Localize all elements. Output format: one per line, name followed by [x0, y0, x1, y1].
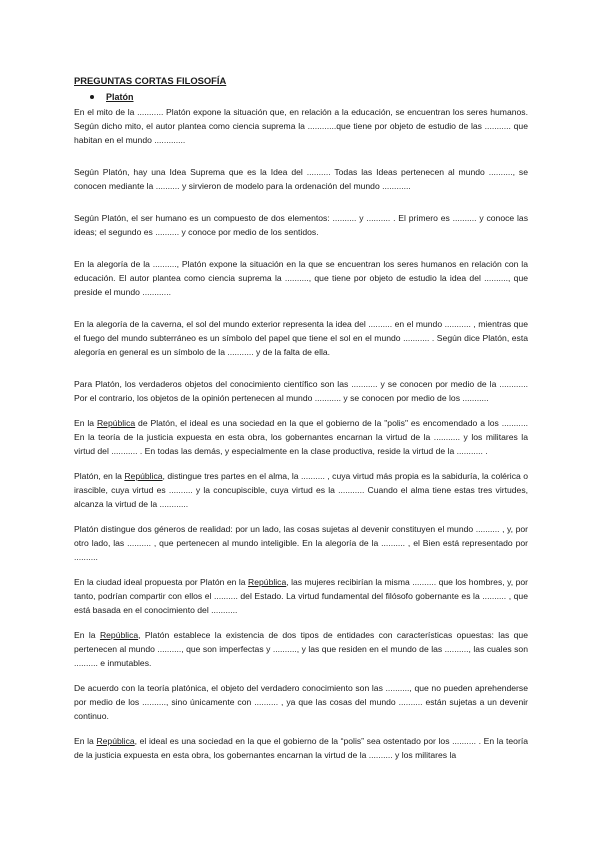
republica-title: República — [124, 471, 163, 481]
question-7 — [74, 416, 528, 458]
question-7-pre: En la — [74, 418, 97, 428]
question-7-post: de Platón, el ideal es una sociedad en la que el gobierno de la "polis" es encomendado a los ........... En la teoría de la justicia expuesta en esta obra, los gobernantes encarnan la virtud de la ........... y los militares la virtud del ........... . En todas las demás, y especialmente en la clase productiva, reside la virtud de la ........... . — [74, 418, 528, 456]
question-11-pre: En la — [74, 630, 100, 640]
question-5: En la alegoría de la caverna, el sol del mundo exterior representa la idea del .......... en el mundo ........... , mientras que el fuego del mundo subterráneo es un símbolo del papel que tiene el sol en el mundo ........... . Según dice Platón, esta alegoría en general es un símbolo de la ........... y de la falta de ella. — [74, 319, 528, 357]
question-11-post: , Platón establece la existencia de dos tipos de entidades con características opuestas: las que pertenecen al mundo .........., que son imperfectas y .........., y las que residen en el mundo de las .........., las cuales son .......... e inmutables. — [74, 630, 528, 668]
question-1: En el mito de la ........... Platón expone la situación que, en relación a la educación, se encuentran los seres humanos. Según dicho mito, el autor plantea como ciencia suprema la ............que tiene por objeto de estudio de las ........... que habitan en el mundo ............. — [74, 107, 528, 145]
question-13 — [74, 734, 528, 762]
question-8 — [74, 469, 528, 511]
question-4: En la alegoría de la .........., Platón expone la situación en la que se encuentran los seres humanos en relación con la educación. El autor plantea como ciencia suprema la .........., que tiene por objeto de estudio la idea del .........., que preside el mundo ............ — [74, 259, 528, 297]
question-12: De acuerdo con la teoría platónica, el objeto del verdadero conocimiento son las .........., que no pueden aprehenderse por medio de los .........., sino únicamente con .......... , ya que las cosas del mundo .......... están sujetas a un devenir continuo. — [74, 683, 528, 721]
republica-title: República — [99, 630, 139, 640]
question-3: Según Platón, el ser humano es un compuesto de dos elementos: .......... y .......... . El primero es .......... y conoce las ideas; el segundo es .......... y conoce por medio de los sentidos. — [74, 213, 528, 237]
question-2: Según Platón, hay una Idea Suprema que es la Idea del .......... Todas las Ideas pertenecen al mundo .........., se conocen mediante la .......... y sirvieron de modelo para la ordenación del mundo ............ — [74, 167, 528, 191]
question-8-pre: Platón, en la — [74, 471, 125, 481]
republica-title: República — [248, 577, 287, 587]
question-10-post: , las mujeres recibirían la misma .......... que los hombres, y, por tanto, podrían compartir con ellos el .......... del Estado. La virtud fundamental del filósofo gobernante es la .......... , que está basada en el conocimiento del ........... — [74, 577, 528, 615]
question-11 — [74, 628, 528, 670]
question-6: Para Platón, los verdaderos objetos del conocimiento científico son las ........... y se conocen por medio de la ............ Por el contrario, los objetos de la opinión pertenecen al mundo ........... y se conocen por medio de los ........... — [74, 379, 528, 403]
document-title: PREGUNTAS CORTAS FILOSOFÍA — [74, 75, 227, 86]
republica-title: República — [96, 736, 135, 746]
bullet-dot-icon — [90, 95, 94, 99]
question-8-post: , distingue tres partes en el alma, la .......... , cuya virtud más propia es la sabiduría, la colérica o irascible, cuya virtud es .......... y la concupiscible, cuya virtud es la ........... Cuando el alma tiene estas tres virtudes, alcanza la virtud de la ............ — [74, 471, 528, 509]
question-10-pre: En la ciudad ideal propuesta por Platón en la — [74, 577, 249, 587]
question-9: Platón distingue dos géneros de realidad: por un lado, las cosas sujetas al devenir constituyen el mundo .......... , y, por otro lado, las .......... , que pertenecen al mundo inteligible. En la alegoría de la .......... , el Bien está representado por .......... — [74, 524, 528, 562]
republica-title: República — [96, 418, 136, 428]
section-heading — [90, 90, 528, 104]
question-10 — [74, 575, 528, 617]
question-13-pre: En la — [74, 736, 97, 746]
question-13-post: , el ideal es una sociedad en la que el gobierno de la “polis” sea ostentado por los .......... . En la teoría de la justicia expuesta en esta obra, los gobernantes encarnan la virtud de la .......... y los militares la — [74, 736, 528, 760]
section-label: Platón — [106, 92, 134, 102]
